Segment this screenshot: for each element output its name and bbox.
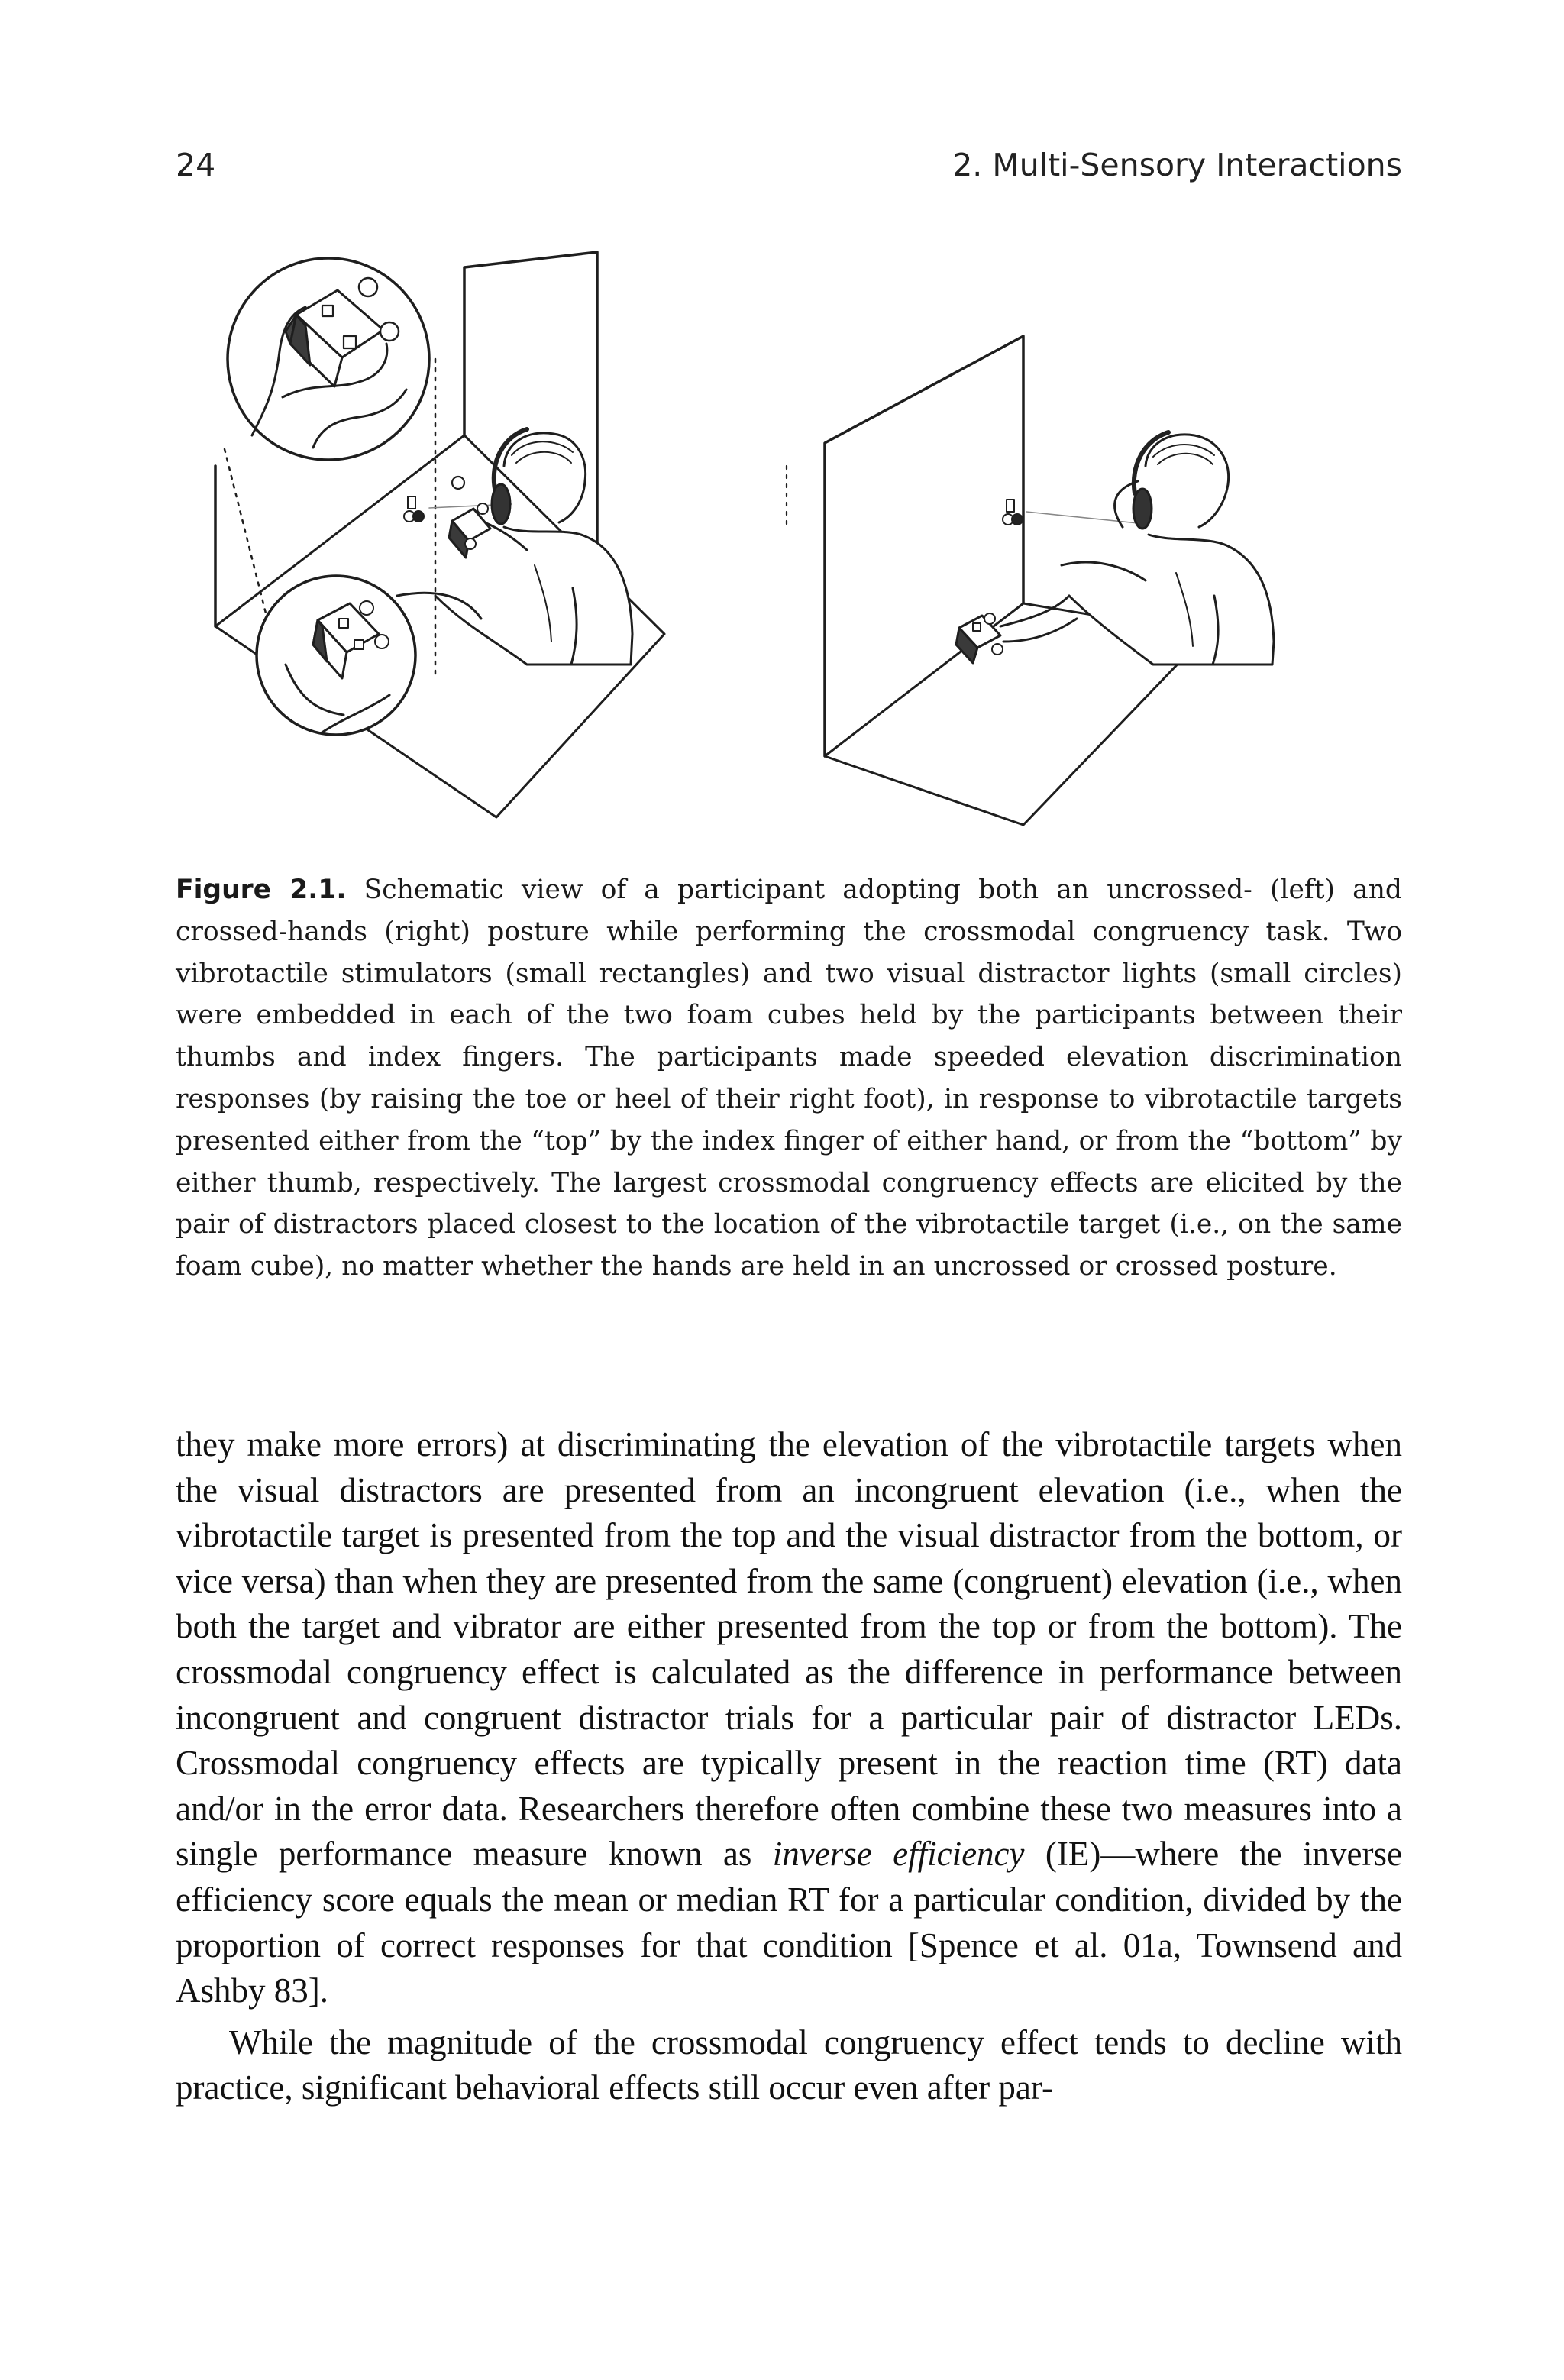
paragraph-1-part-2: (IE)—where the inverse efficiency score equals the mean or median RT for a particular condition, divided by the proportion of correct responses for that condition [Spence et al. 01a, Townsend and Ashby 83]. [176,1835,1403,2010]
body-text [176,1422,1402,2111]
paragraph-1 [176,1422,1402,2014]
paragraph-1-italic-term: inverse efficiency [772,1835,1025,1874]
figure-illustration [206,237,1382,848]
crossed-posture-panel [787,336,1274,825]
figure-caption [176,869,1402,1288]
figure-label: Figure 2.1. [176,875,347,905]
uncrossed-posture-panel [215,252,664,817]
figure-caption-text: Schematic view of a participant adopting both an uncrossed- (left) and crossed-hands (right) posture while performing the crossmodal congruency task. Two vibrotactile stimulators (small rectangles) and two visual distractor lights (small circles) were embedded in each of the two foam cubes held by the participants between their thumbs and index fingers. The participants made speeded elevation discrimination responses (by raising the toe or heel of their right foot), in response to vibrotactile targets presented either from the “top” by the index finger of either hand, or from the “bottom” by either thumb, respectively. The largest crossmodal congruency effects are elicited by the pair of distractors placed closest to the location of the vibrotactile target (i.e., on the same foam cube), no matter whether the hands are held in an uncrossed or crossed posture. [176,875,1403,1282]
chapter-title: 2. Multi-Sensory Interactions [952,147,1402,183]
paragraph-2: While the magnitude of the crossmodal congruency effect tends to decline with practice, significant behavioral effects still occur even after par- [176,2023,1402,2107]
running-header [176,147,1402,192]
page-number: 24 [176,147,216,183]
paragraph-1-part-1: they make more errors) at discriminating the elevation of the vibrotactile targets when the visual distractors are presented from an incongruent elevation (i.e., when the vibrotactile target is presented from the top and the visual distractor from the bottom, or vice versa) than when they are presented from the same (congruent) elevation (i.e., when both the target and vibrator are either presented from the top or from the bottom). The crossmodal congruency effect is calculated as the difference in performance between incongruent and congruent distractor trials for a particular pair of distractor LEDs. Crossmodal congruency effects are typically present in the reaction time (RT) data and/or in the error data. Researchers therefore often combine these two measures into a single performance measure known as [176,1425,1402,1874]
